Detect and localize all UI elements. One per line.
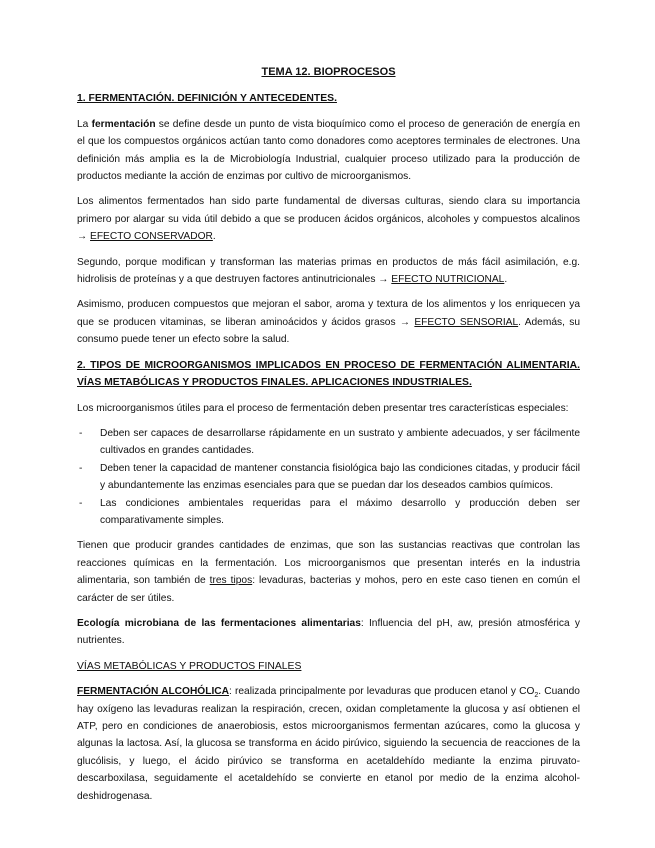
enzymes-paragraph — [77, 537, 580, 607]
definition-paragraph — [77, 116, 580, 186]
alcoholic-fermentation-text-end: . Cuando hay oxígeno las levaduras realizan la respiración, crecen, oxidan completamente la glucosa y así obtienen el ATP, pero en condiciones de anaerobiosis, estos microorganismos fermentan azúcares, como la glucosa y algunas la lactosa. Así, la glucosa se transforma en ácido pirúvico, siguiendo la secuencia de reacciones de la glucólisis, y luego, el ácido pirúvico se transforma en acetaldehído mediante la enzima piruvato-descarboxilasa, seguidamente el acetaldehído se convierte en etanol por medio de la enzima alcohol-deshidrogenasa. — [77, 686, 580, 802]
definition-text: se define desde un punto de vista bioquímico como el proceso de generación de energía en el que los compuestos orgánicos actúan tanto como donadores como aceptores terminales de electrones. Una definición más amplia es la de Microbiología Industrial, cualquier proceso utilizado para la producción de productos mediante la acción de enzimas por cultivo de microorganismos. — [77, 118, 580, 183]
definition-lead: La — [77, 118, 92, 130]
sensory-paragraph — [77, 296, 580, 348]
ecology-text: : Influencia del pH, aw, presión atmosférica y nutrientes. — [77, 617, 580, 647]
three-types-label: tres tipos — [209, 575, 253, 587]
nutritional-effect-label: EFECTO NUTRICIONAL — [391, 274, 505, 286]
preservative-text: Los alimentos fermentados han sido parte fundamental de diversas culturas, siendo clara su importancia primero por alargar su vida útil debido a que se producen ácidos orgánicos, alcoholes y compuestos alcalinos → — [77, 196, 580, 243]
list-item-text: Las condiciones ambientales requeridas para el máximo desarrollo y producción deben ser comparativamente simples. — [100, 497, 580, 526]
preservative-end: . — [212, 231, 216, 243]
enzymes-text: Tienen que producir grandes cantidades de enzimas, que son las sustancias reactivas que controlan las reacciones químicas en la fermentación. Los microorganismos que presentan interés en la industria alimentaria, son también de — [77, 540, 580, 587]
alcoholic-fermentation-text: : realizada principalmente por levaduras que producen etanol y CO — [229, 686, 535, 698]
list-item — [77, 425, 580, 460]
list-item — [77, 495, 580, 530]
sensory-text: Asimismo, producen compuestos que mejoran el sabor, aroma y textura de los alimentos y los enriquecen ya que se producen vitaminas, se liberan aminoácidos y ácidos grasos → — [77, 299, 580, 328]
sensory-effect-label: EFECTO SENSORIAL — [414, 316, 519, 328]
document-title: TEMA 12. BIOPROCESOS — [261, 66, 396, 78]
list-item — [77, 460, 580, 495]
section-2-heading: 2. TIPOS DE MICROORGANISMOS IMPLICADOS EN PROCESO DE FERMENTACIÓN ALIMENTARIA. VÍAS METABÓLICAS Y PRODUCTOS FINALES. APLICACIONES INDUSTRIALES. — [77, 359, 580, 389]
section-1-heading: 1. FERMENTACIÓN. DEFINICIÓN Y ANTECEDENTES. — [77, 93, 337, 105]
enzymes-text-end: : levaduras, bacterias y mohos, pero en este caso tienen en común el carácter de ser útiles. — [77, 575, 580, 604]
characteristics-list — [77, 425, 580, 529]
dash-bullet: - — [79, 497, 83, 509]
ecology-term: Ecología microbiana de las fermentaciones alimentarias — [77, 617, 361, 629]
nutritional-text: Segundo, porque modifican y transforman las materias primas en productos de más fácil asimilación, e.g. hidrolisis de proteínas y a que destruyen factores antinutricionales → — [77, 256, 580, 286]
ecology-paragraph — [77, 615, 580, 650]
dash-bullet: - — [79, 427, 83, 439]
nutritional-paragraph — [77, 254, 580, 289]
characteristics-intro: Los microorganismos útiles para el proceso de fermentación deben presentar tres características especiales: — [77, 402, 569, 414]
alcoholic-fermentation-paragraph — [77, 683, 580, 805]
nutritional-end: . — [504, 274, 508, 286]
sensory-end: . Además, su consumo puede tener un efecto sobre la salud. — [77, 316, 580, 346]
fermentation-term: fermentación — [91, 118, 156, 130]
metabolic-pathways-heading: VÍAS METABÓLICAS Y PRODUCTOS FINALES — [77, 660, 302, 672]
document-page — [77, 64, 580, 813]
preservative-effect-label: EFECTO CONSERVADOR — [90, 231, 213, 243]
list-item-text: Deben tener la capacidad de mantener constancia fisiológica bajo las condiciones citadas, y producir fácil y abundantemente las enzimas esenciales para que se puedan dar los deseados cambios químicos. — [100, 462, 580, 492]
co2-subscript: 2 — [534, 692, 539, 700]
dash-bullet: - — [79, 462, 83, 474]
alcoholic-fermentation-term: FERMENTACIÓN ALCOHÓLICA — [77, 686, 229, 698]
list-item-text: Deben ser capaces de desarrollarse rápidamente en un sustrato y ambiente adecuados, y ser fácilmente cultivados en grandes cantidades. — [100, 427, 580, 457]
preservative-paragraph — [77, 193, 580, 245]
